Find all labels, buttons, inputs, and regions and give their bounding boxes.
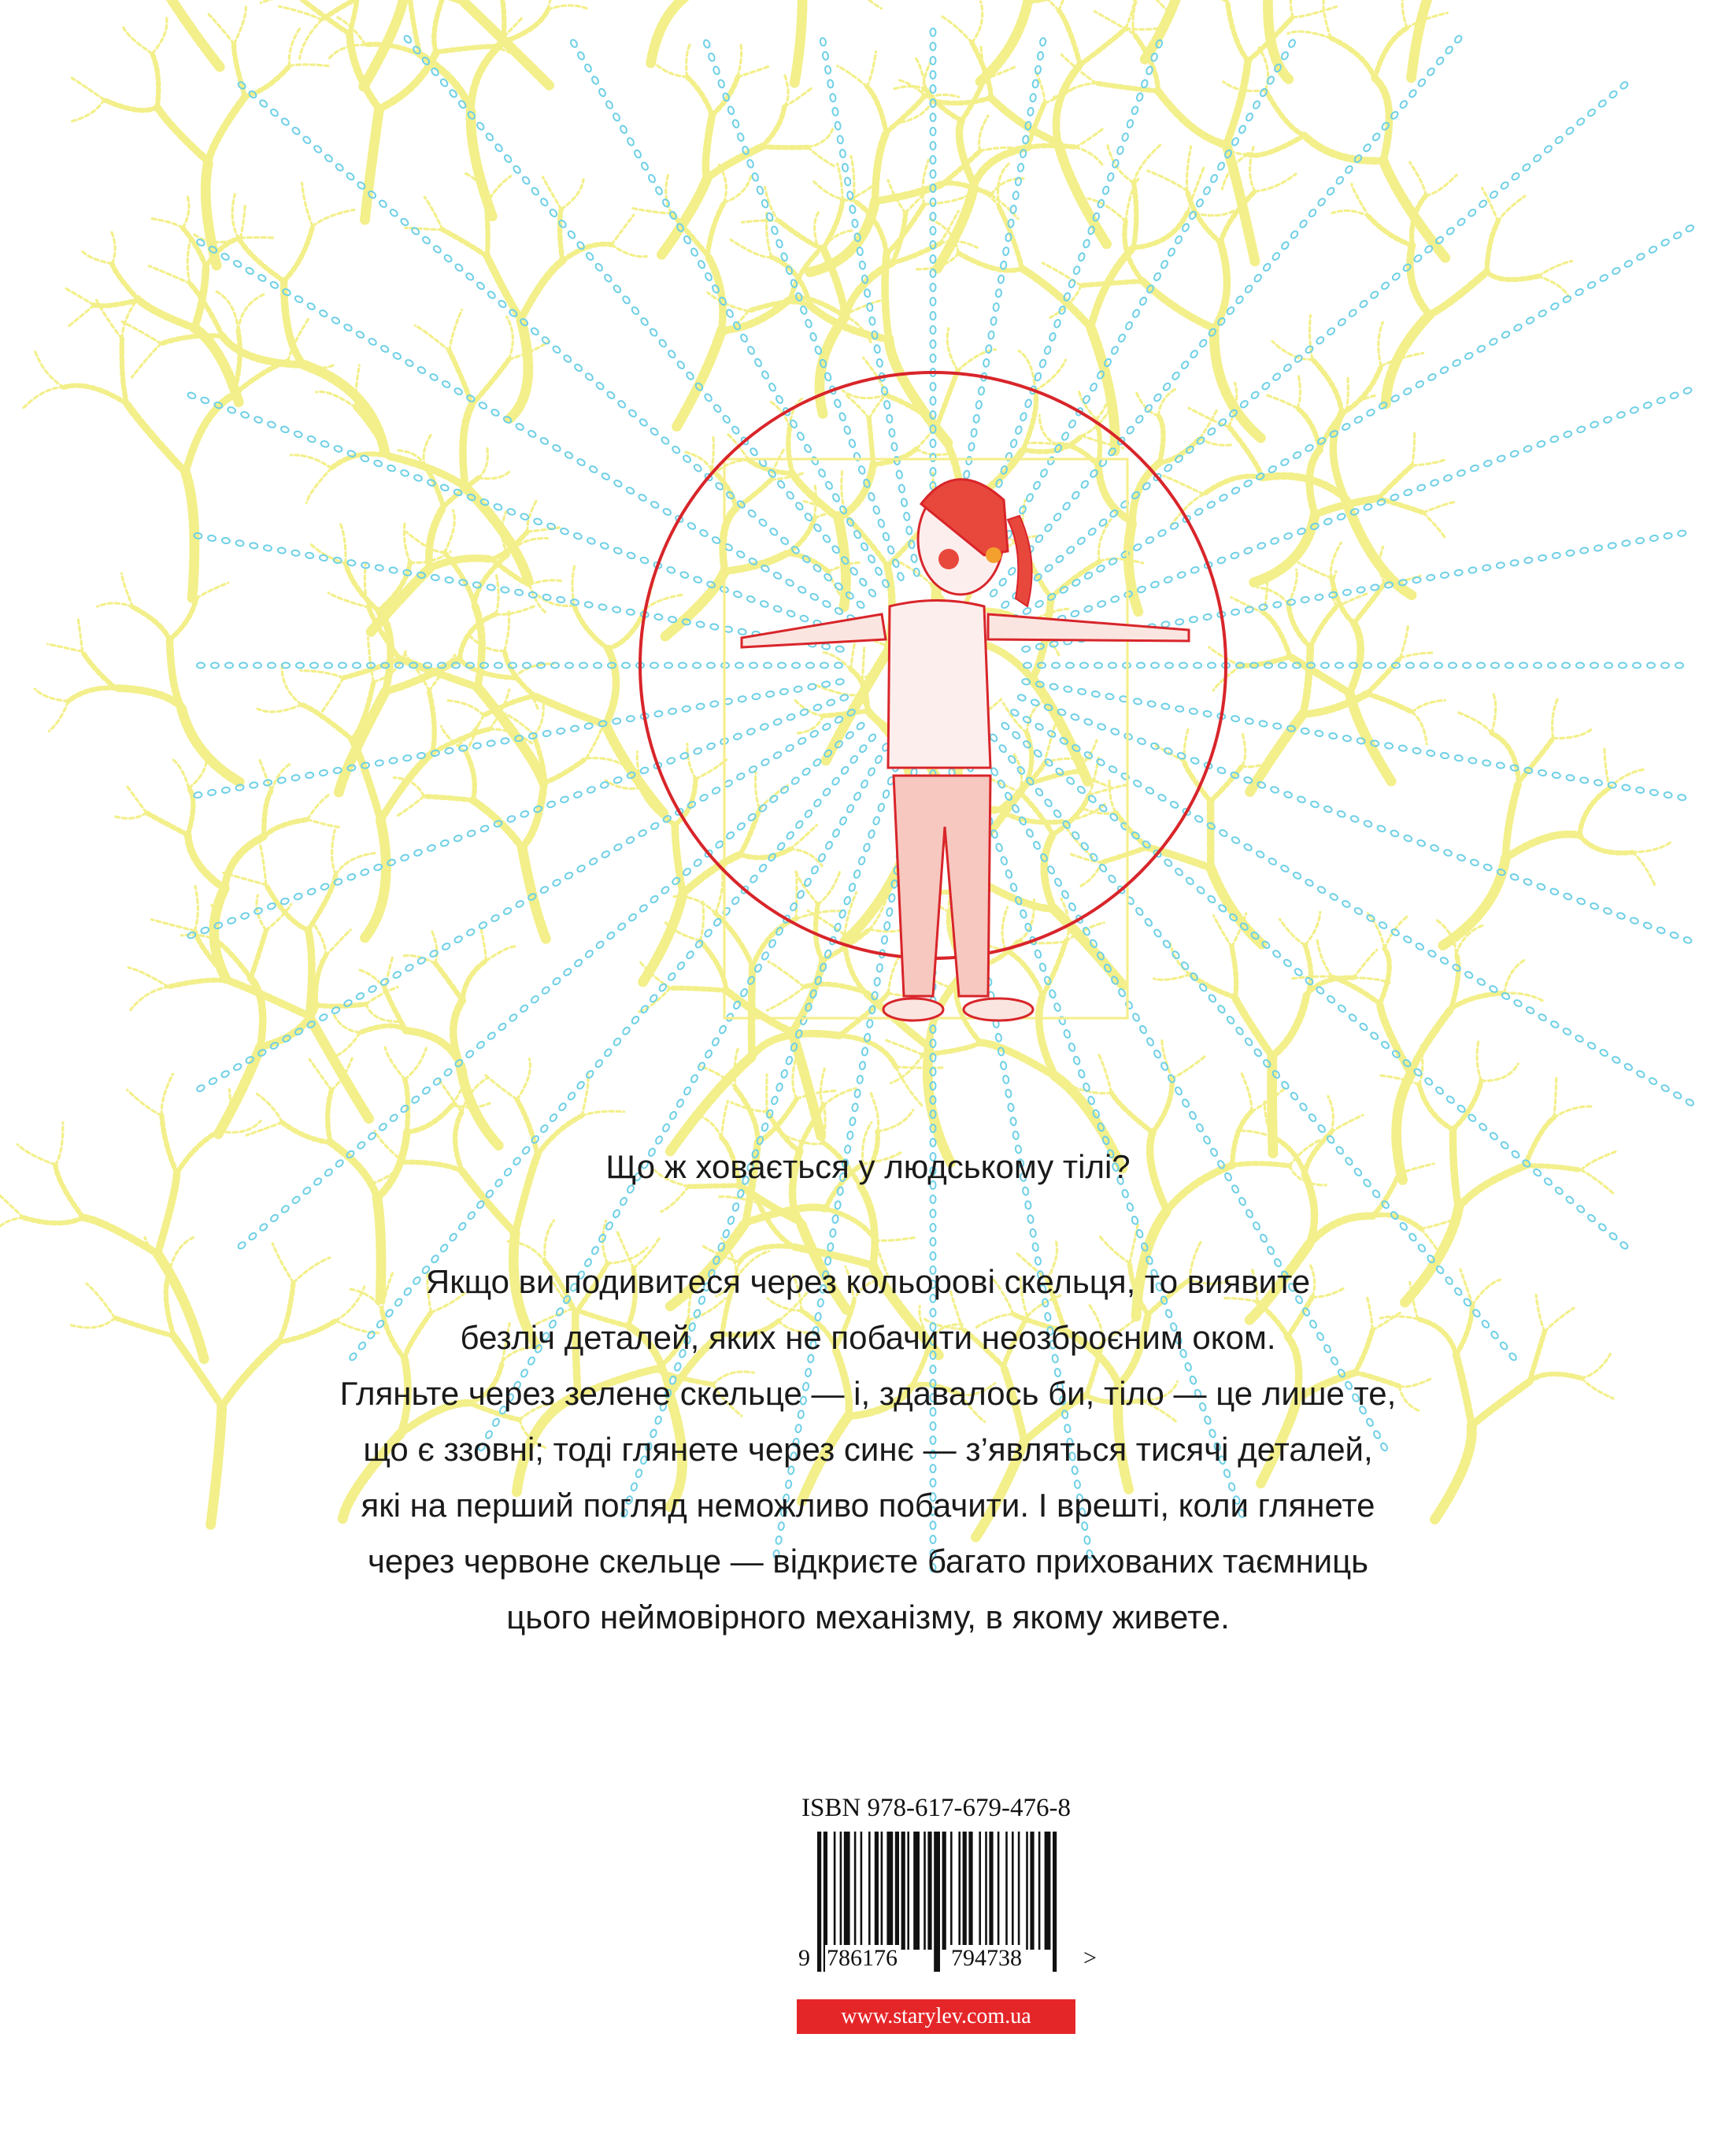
publisher-website[interactable]: www.starylev.com.ua <box>797 1999 1075 2034</box>
description-line: Якщо ви подивитеся через кольорові скельця, то виявите <box>425 1263 1311 1300</box>
cover-question: Що ж ховається у людському тілі? <box>605 1148 1131 1185</box>
description-line: через червоне скельце — відкриєте багато прихованих таємниць <box>367 1543 1369 1580</box>
description-line: що є ззовні; тоді глянете через синє — з’являться тисячі деталей, <box>363 1431 1373 1468</box>
barcode-digits <box>795 1945 1102 1976</box>
description-line: які на перший погляд неможливо побачити. І врешті, коли глянете <box>361 1487 1375 1524</box>
description-line: цього неймовірного механізму, в якому живете. <box>506 1598 1230 1636</box>
barcode-digits-end: > <box>1083 1945 1097 1971</box>
barcode-digits-group1: 786176 <box>827 1945 898 1971</box>
description-line: Гляньте через зелене скельце — і, здавалось би, тіло — це лише те, <box>339 1375 1397 1412</box>
barcode-digits-group2: 794738 <box>951 1945 1022 1971</box>
description-line: безліч деталей, яких не побачити неозброєним оком. <box>460 1319 1276 1356</box>
cover-description <box>236 1254 1500 1645</box>
isbn-label: ISBN 978-617-679-476-8 <box>801 1794 1071 1822</box>
barcode-digit-first: 9 <box>798 1945 810 1971</box>
